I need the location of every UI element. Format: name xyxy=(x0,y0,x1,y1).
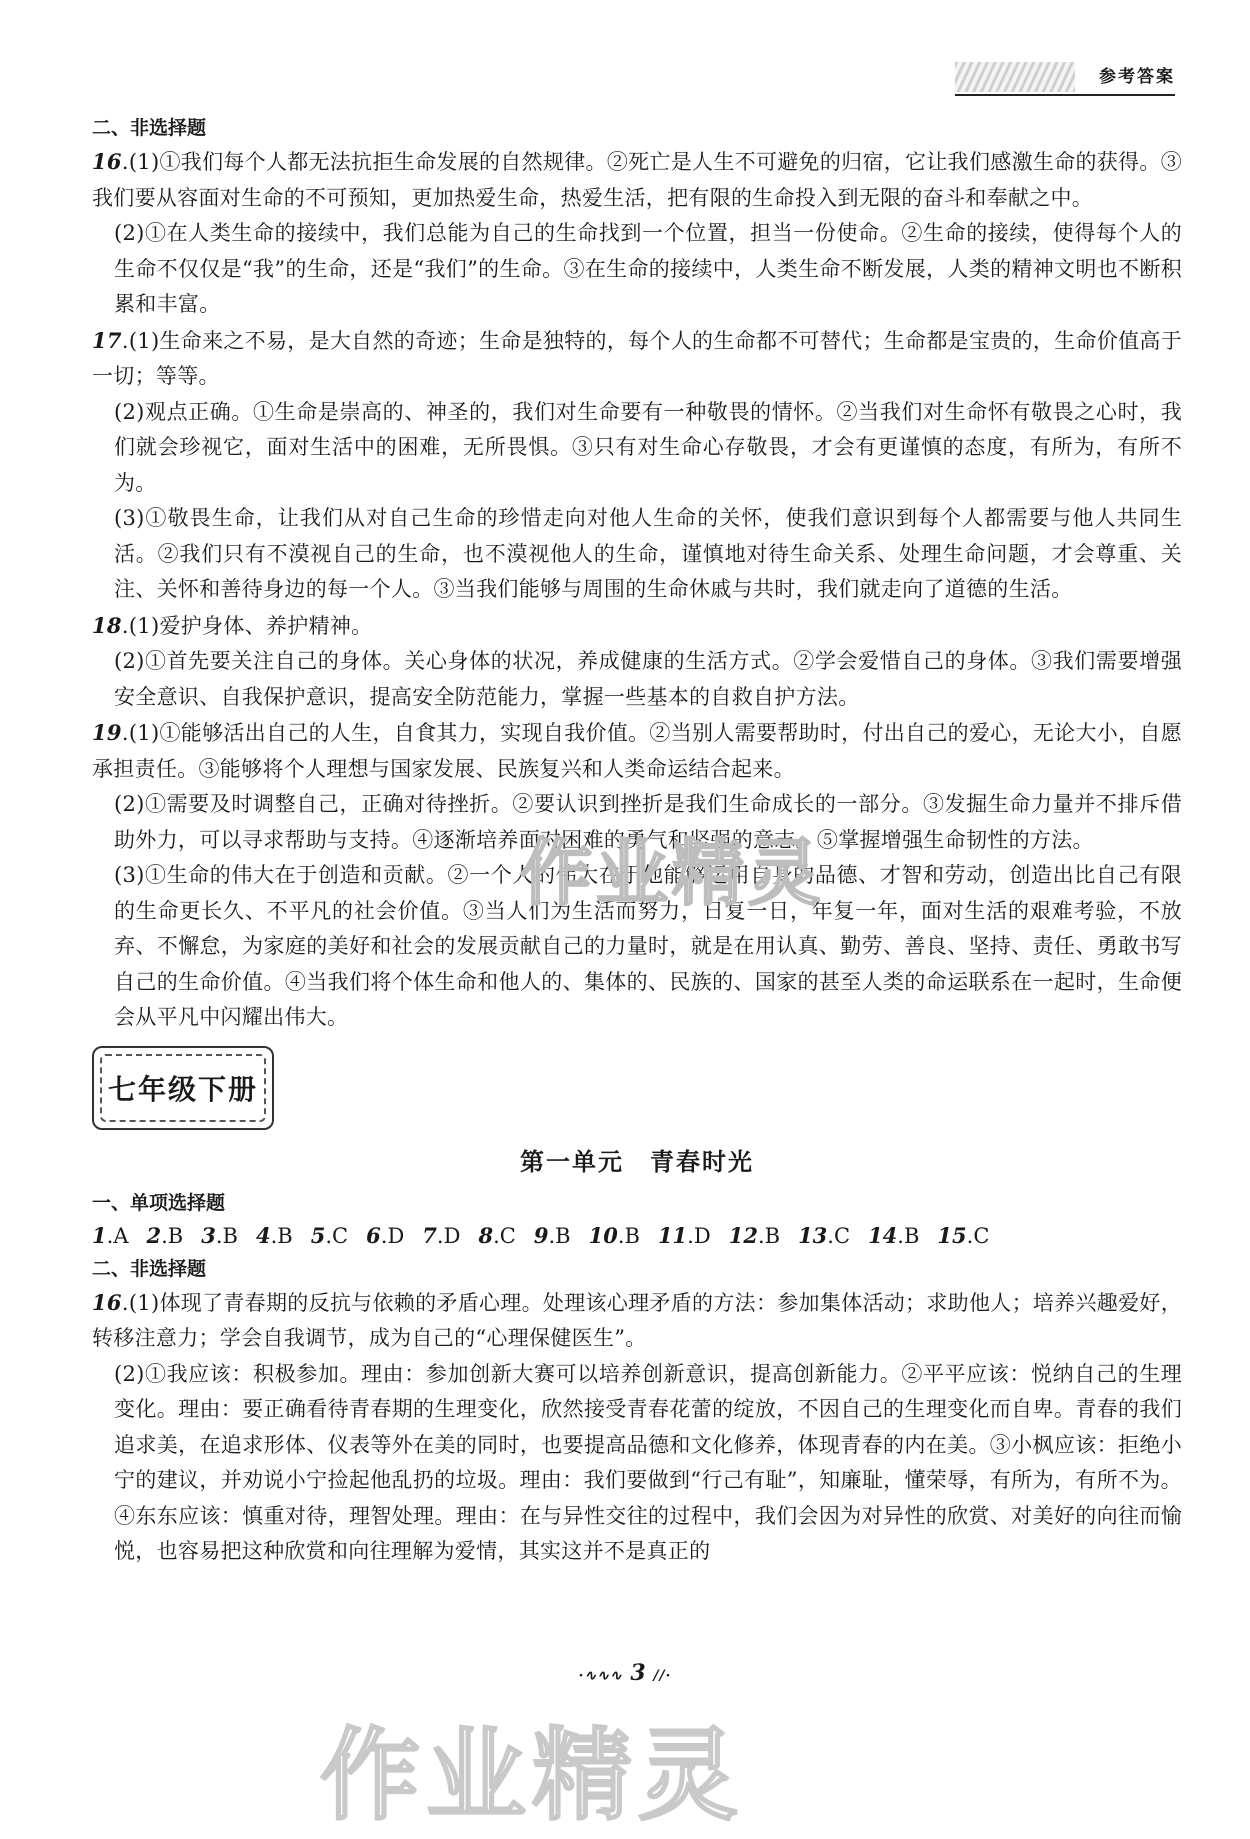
answer-paragraph xyxy=(92,644,1182,715)
answer-text: (2)①我应该：积极参加。理由：参加创新大赛可以培养创新意识，提高创新能力。②平平应该：悦纳自己的生理变化。理由：要正确看待青春期的生理变化，欣然接受青春花蕾的绽放，不因自己的生理变化而自卑。青春的我们追求美，在追求形体、仪表等外在美的同时，也要提高品德和文化修养，体现青春的内在美。③小枫应该：拒绝小宁的建议，并劝说小宁捡起他乱扔的垃圾。理由：我们要做到“行己有耻”，知廉耻，懂荣辱，有所为，有所不为。④东东应该：慎重对待，理智处理。理由：在与异性交往的过程中，我们会因为对异性的欣赏、对美好的向往而愉悦，也容易把这种欣赏和向往理解为爱情，其实这并不是真正的 xyxy=(114,1361,1182,1563)
mc-answer: 9.B xyxy=(533,1222,571,1248)
mc-answer-letter: B xyxy=(277,1223,293,1248)
mc-answer-number: 15 xyxy=(937,1222,967,1248)
mc-answer: 14.B xyxy=(868,1222,920,1248)
mc-answer-number: 3 xyxy=(201,1222,216,1248)
mc-answer: 5.C xyxy=(310,1222,349,1248)
mc-answer-number: 11 xyxy=(657,1222,688,1248)
answer-text: (1)①能够活出自己的人生，自食其力，实现自我价值。②当别人需要帮助时，付出自己的爱心，无论大小，自愿承担责任。③能够将个人理想与国家发展、民族复兴和人类命运结合起来。 xyxy=(92,721,1182,781)
mc-answer-letter: D xyxy=(693,1223,711,1248)
mc-answer-number: 12 xyxy=(728,1222,758,1248)
section-title-mc: 一、单项选择题 xyxy=(92,1191,226,1214)
page-footer xyxy=(0,1660,1250,1686)
mc-answer: 7.D xyxy=(422,1222,461,1248)
header-label: 参考答案 xyxy=(1099,67,1175,87)
footer-right-decoration-icon: //· xyxy=(653,1668,672,1684)
mc-answer-number: 7 xyxy=(422,1222,437,1248)
mc-answer-letter: B xyxy=(624,1223,640,1248)
answer-paragraph xyxy=(92,395,1182,502)
footer-left-decoration-icon: ·∿∿∿ xyxy=(578,1668,623,1684)
mc-answer: 8.C xyxy=(478,1222,516,1248)
mc-answer-letter: B xyxy=(555,1223,571,1248)
mc-answer-number: 8 xyxy=(478,1222,494,1248)
answer-paragraph: 19.(1)①能够活出自己的人生，自食其力，实现自我价值。②当别人需要帮助时，付出自己的爱心，无论大小，自愿承担责任。③能够将个人理想与国家发展、民族复兴和人类命运结合起来。 xyxy=(92,720,1182,781)
watermark-mid: 作业精灵 xyxy=(520,831,825,915)
question-number: 18 xyxy=(92,612,122,638)
question-number: 16 xyxy=(92,1289,122,1315)
answer-text: (1)体现了青春期的反抗与依赖的矛盾心理。处理该心理矛盾的方法：参加集体活动；求助他人；培养兴趣爱好，转移注意力；学会自我调节，成为自己的“心理保健医生”。 xyxy=(92,1290,1182,1350)
mc-answer-number: 9 xyxy=(533,1222,549,1248)
page-header xyxy=(955,62,1175,92)
mc-answer: 6.D xyxy=(366,1222,405,1248)
answer-text: (3)①生命的伟大在于创造和贡献。②一个人的伟大在于他能够运用自身的品德、才智和劳动，创造出比自己有限的生命更长久、不平凡的社会价值。③当人们为生活而努力，日复一日，年复一年，面对生活的艰难考验，不放弃、不懈怠，为家庭的美好和社会的发展贡献自己的力量时，就是在用认真、勤劳、善良、坚持、责任、勇敢书写自己的生命价值。④当我们将个体生命和他人的、集体的、民族的、国家的甚至人类的命运联系在一起时，生命便会从平凡中闪耀出伟大。 xyxy=(114,863,1182,1029)
answer-paragraph xyxy=(92,1357,1182,1570)
mc-answer-letter: D xyxy=(387,1223,405,1248)
mc-answer-letter: B xyxy=(764,1223,781,1248)
mc-answer-letter: C xyxy=(332,1223,349,1248)
answer-paragraph xyxy=(92,501,1182,608)
grade-label: 七年级下册 xyxy=(107,1072,258,1106)
answer-paragraph: 16.(1)①我们每个人都无法抗拒生命发展的自然规律。②死亡是人生不可避免的归宿，它让我们感激生命的获得。③我们要从容面对生命的不可预知，更加热爱生命，热爱生活，把有限的生命投入到无限的奋斗和奉献之中。 xyxy=(92,149,1182,210)
mc-answer: 15.C xyxy=(937,1222,990,1248)
header-stripe-decoration xyxy=(955,62,1075,92)
mc-answer: 11.D xyxy=(657,1222,711,1248)
mc-answer-number: 14 xyxy=(868,1222,898,1248)
mc-answer-row xyxy=(92,1219,1182,1253)
answer-text: (3)①敬畏生命，让我们从对自己生命的珍惜走向对他人生命的关怀，使我们意识到每个人都需要与他人共同生活。②我们只有不漠视自己的生命，也不漠视他人的生命，谨慎地对待生命关系、处理生命问题，才会尊重、关注、关怀和善待身边的每一个人。③当我们能够与周围的生命休戚与共时，我们就走向了道德的生活。 xyxy=(114,506,1182,601)
mc-answer-letter: D xyxy=(443,1223,461,1248)
mc-answer: 2.B xyxy=(146,1222,184,1248)
answer-paragraph: 17.(1)生命来之不易，是大自然的奇迹；生命是独特的，每个人的生命都不可替代；生命都是宝贵的，生命价值高于一切；等等。 xyxy=(92,327,1182,388)
answer-text: (1)生命来之不易，是大自然的奇迹；生命是独特的，每个人的生命都不可替代；生命都是宝贵的，生命价值高于一切；等等。 xyxy=(92,328,1182,388)
question-16-block xyxy=(92,1285,1182,1570)
section-title-nonchoice: 二、非选择题 xyxy=(92,117,207,139)
page-number: 3 xyxy=(630,1660,646,1686)
answer-text: (2)①需要及时调整自己，正确对待挫折。②要认识到挫折是我们生命成长的一部分。③发掘生命力量并不排斥借助外力，可以寻求帮助与支持。④逐渐培养面对困难的勇气和坚强的意志。⑤掌握增强生命韧性的方法。 xyxy=(114,792,1182,852)
mc-answer: 3.B xyxy=(201,1222,238,1248)
mc-answer-letter: B xyxy=(222,1223,238,1248)
header-rule xyxy=(955,94,1175,96)
mc-answer-number: 6 xyxy=(366,1222,381,1248)
answer-text: (1)①我们每个人都无法抗拒生命发展的自然规律。②死亡是人生不可避免的归宿，它让我们感激生命的获得。③我们要从容面对生命的不可预知，更加热爱生命，热爱生活，把有限的生命投入到无限的奋斗和奉献之中。 xyxy=(92,150,1182,210)
question-number: 19 xyxy=(92,720,122,745)
mc-answer-letter: B xyxy=(903,1223,920,1248)
mc-answer: 10.B xyxy=(588,1222,640,1248)
mc-answer-number: 10 xyxy=(588,1222,618,1248)
mc-answer-letter: C xyxy=(499,1223,516,1248)
mc-answer-letter: B xyxy=(167,1223,184,1248)
answer-paragraph: 18.(1)爱护身体、养护精神。 xyxy=(92,612,373,638)
grade-label-box xyxy=(92,1046,274,1130)
mc-answer-letter: C xyxy=(833,1223,851,1248)
mc-answer: 4.B xyxy=(255,1222,293,1248)
mc-answer: 13.C xyxy=(798,1222,851,1248)
section-title-nonchoice-2: 二、非选择题 xyxy=(92,1257,207,1280)
mc-answer-number: 13 xyxy=(798,1222,828,1248)
answer-paragraph: 16.(1)体现了青春期的反抗与依赖的矛盾心理。处理该心理矛盾的方法：参加集体活动；求助他人；培养兴趣爱好，转移注意力；学会自我调节，成为自己的“心理保健医生”。 xyxy=(92,1289,1182,1350)
mc-answer-letter: A xyxy=(113,1223,129,1248)
question-number: 16 xyxy=(92,149,122,174)
watermark-bottom: 作业精灵 xyxy=(320,1717,744,1834)
mc-answer-letter: C xyxy=(973,1223,990,1248)
answer-text: (2)①首先要关注自己的身体。关心身体的状况，养成健康的生活方式。②学会爱惜自己的身体。③我们需要增强安全意识、自我保护意识，提高安全防范能力，掌握一些基本的自救自护方法。 xyxy=(114,649,1182,709)
mc-answer-number: 2 xyxy=(146,1222,162,1248)
mc-answer-number: 1 xyxy=(92,1222,107,1248)
mc-answer-number: 4 xyxy=(255,1222,271,1248)
mc-answer: 12.B xyxy=(728,1222,781,1248)
mc-answer-number: 5 xyxy=(310,1222,326,1248)
mc-answer: 1.A xyxy=(92,1222,129,1248)
question-number: 17 xyxy=(92,327,122,353)
answer-paragraph xyxy=(92,216,1182,323)
answer-text: (2)①在人类生命的接续中，我们总能为自己的生命找到一个位置，担当一份使命。②生命的接续，使得每个人的生命不仅仅是“我”的生命，还是“我们”的生命。③在生命的接续中，人类生命不断发展，人类的精神文明也不断积累和丰富。 xyxy=(114,221,1182,316)
answer-text: (1)爱护身体、养护精神。 xyxy=(128,613,373,638)
answer-text: (2)观点正确。①生命是崇高的、神圣的，我们对生命要有一种敬畏的情怀。②当我们对生命怀有敬畏之心时，我们就会珍视它，面对生活中的困难，无所畏惧。③只有对生命心存敬畏，才会有更谨慎的态度，有所为，有所不为。 xyxy=(114,399,1182,495)
unit-title: 第一单元 青春时光 xyxy=(520,1146,754,1176)
